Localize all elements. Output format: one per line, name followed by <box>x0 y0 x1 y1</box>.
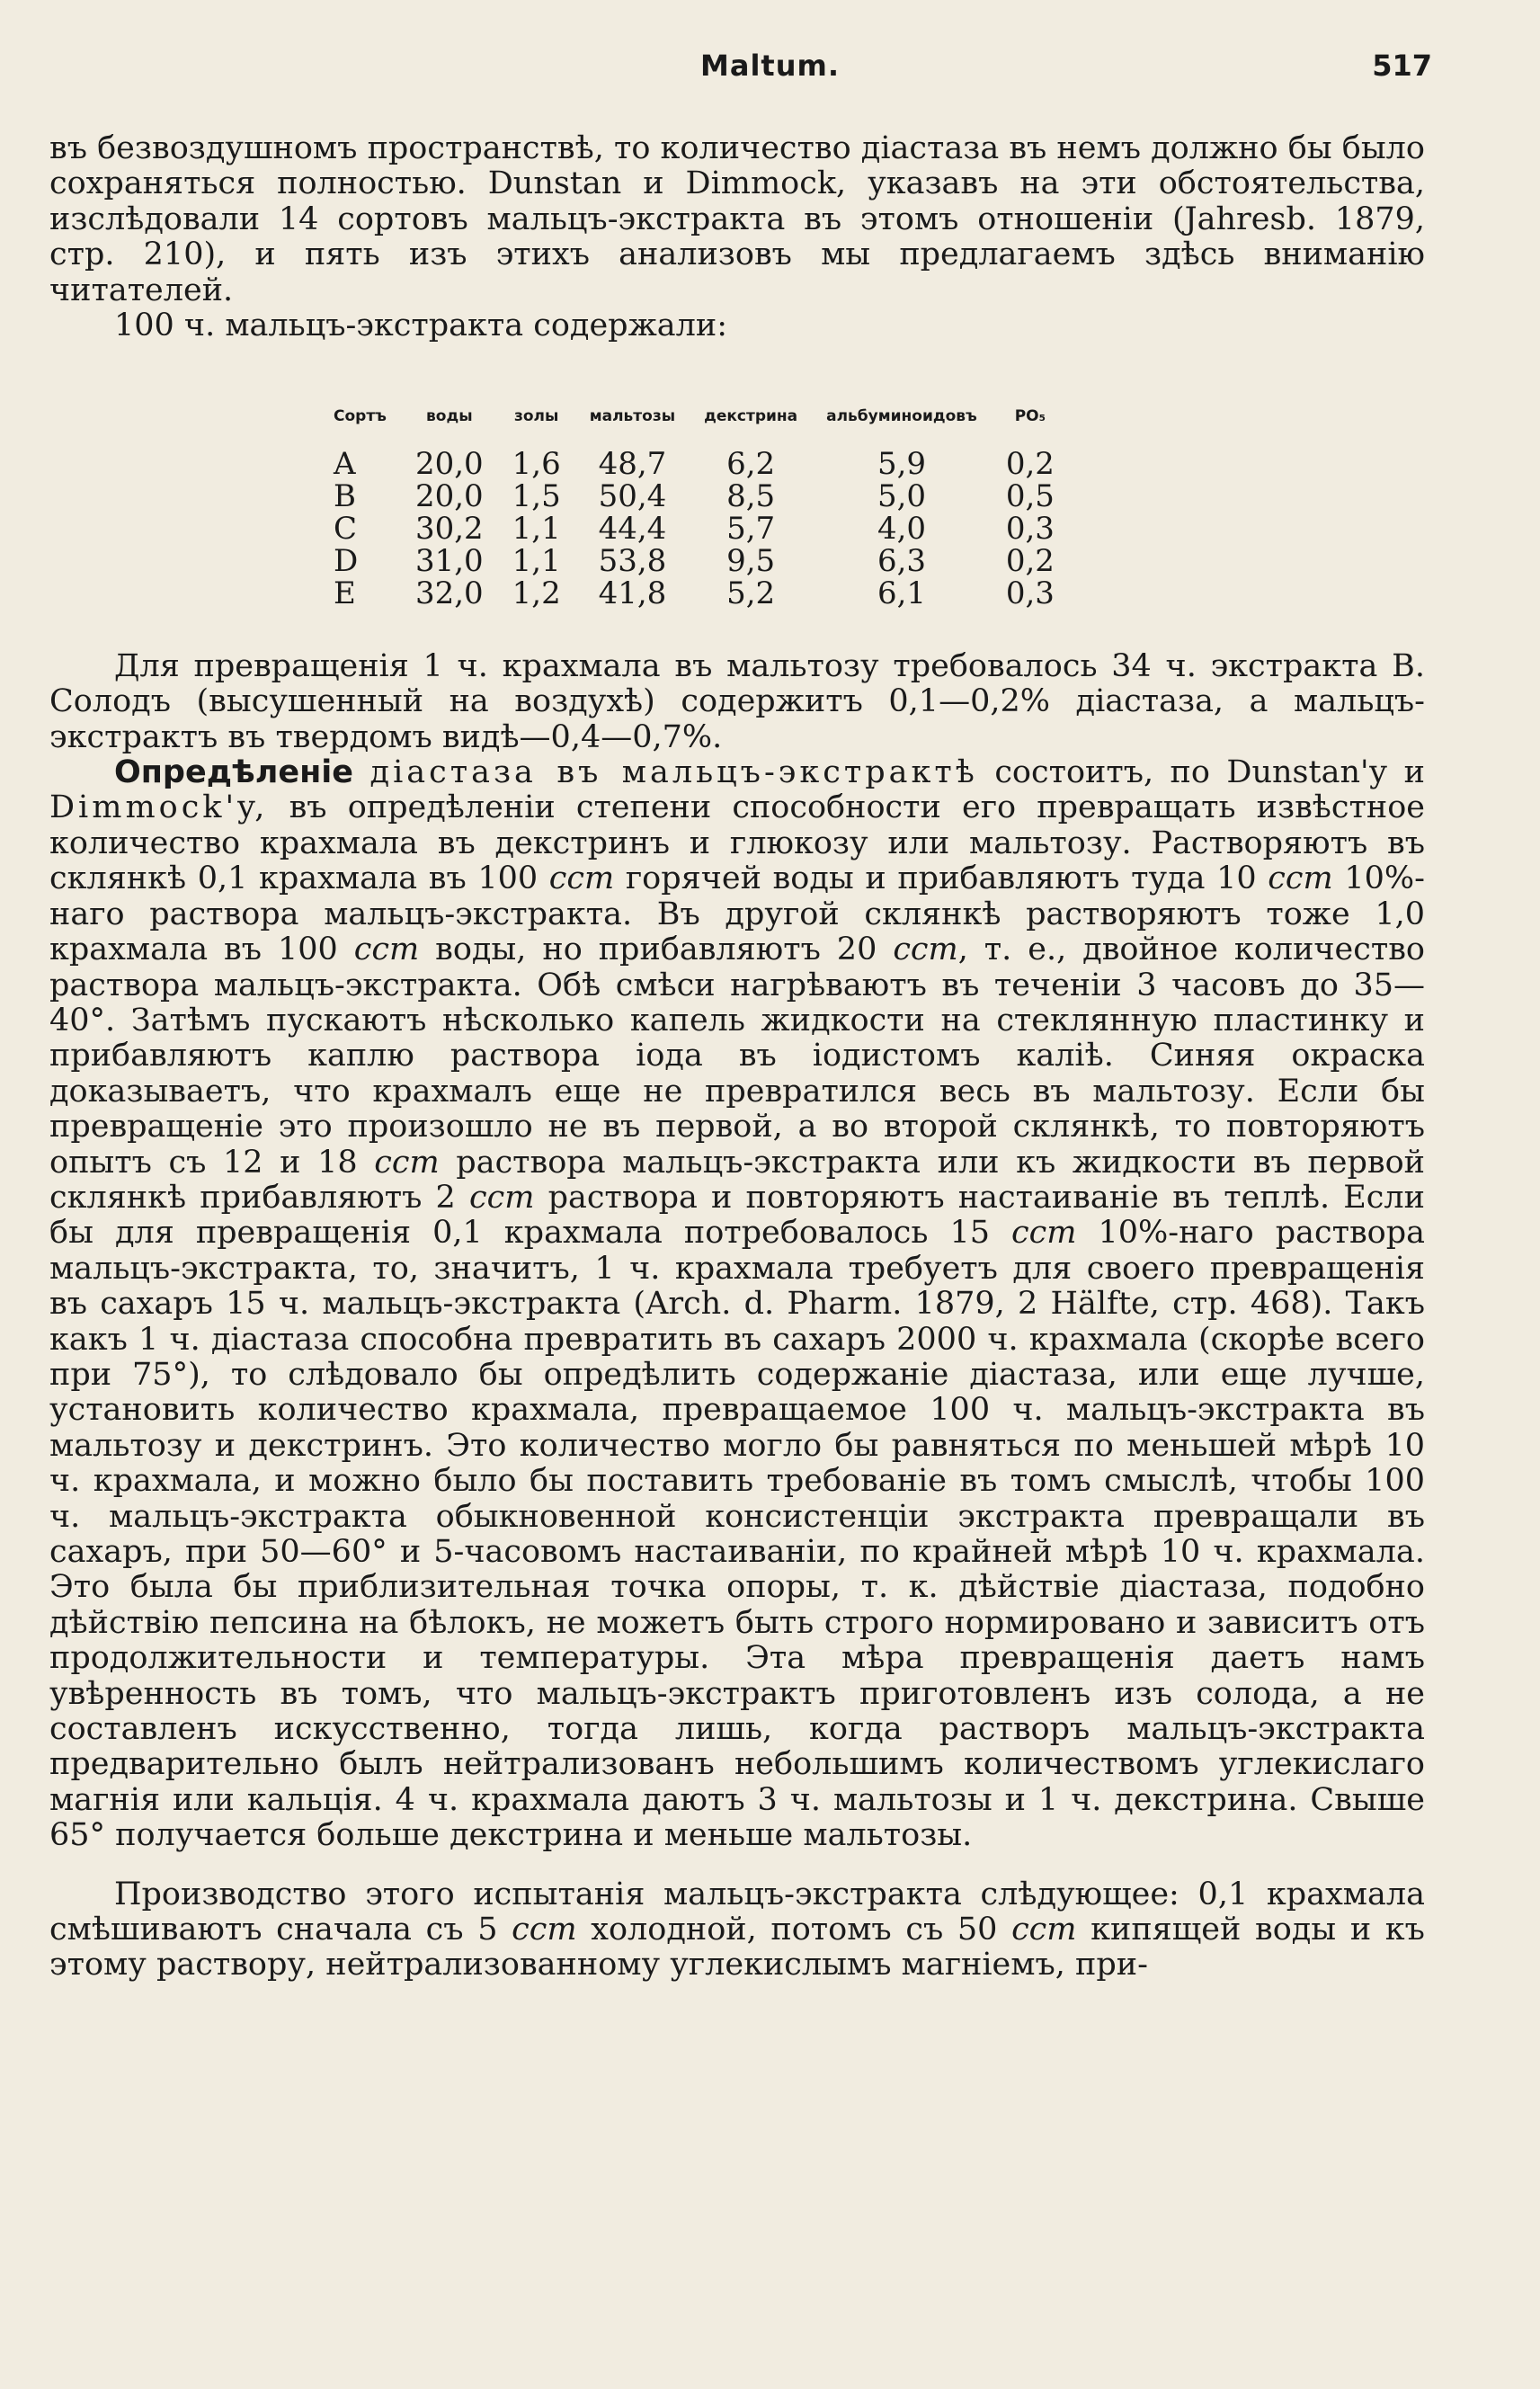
running-title: Maltum. <box>700 49 840 83</box>
value-cell: 1,5 <box>512 477 561 514</box>
value-cell: 32,0 <box>414 575 484 611</box>
value-cell: 41,8 <box>598 575 667 611</box>
paragraph-2-c: горячей воды и прибавляютъ туда 10 <box>625 860 1257 897</box>
table-row <box>319 513 1069 545</box>
table-row <box>319 577 1069 610</box>
unit-ccm: ccm <box>468 1179 535 1216</box>
paragraph-2 <box>49 755 1425 1854</box>
table-header-row <box>319 399 1069 447</box>
value-cell: 50,4 <box>598 477 667 514</box>
value-cell: 31,0 <box>414 542 484 579</box>
value-cell: 0,3 <box>1005 575 1055 611</box>
table-row <box>319 480 1069 513</box>
paragraph-3 <box>49 1877 1425 1983</box>
col-header: альбуминоидовъ <box>826 407 977 426</box>
value-cell: 4,0 <box>877 510 927 547</box>
sort-cell: B <box>334 477 356 514</box>
value-cell: 6,1 <box>877 575 927 611</box>
value-cell: 53,8 <box>598 542 667 579</box>
paragraph-2-a: состоитъ, по Dunstan'у и <box>994 754 1425 791</box>
value-cell: 5,7 <box>726 510 776 547</box>
paragraph-2-e: воды, но прибавляютъ 20 <box>435 932 877 968</box>
sort-cell: E <box>334 575 356 611</box>
value-cell: 1,6 <box>512 445 561 482</box>
unit-ccm: ccm <box>353 932 420 968</box>
value-cell: 0,5 <box>1005 477 1055 514</box>
sort-cell: A <box>334 445 356 482</box>
value-cell: 1,2 <box>512 575 561 611</box>
paragraph-2-lead: Опредѣленіе <box>114 754 354 791</box>
paragraph-2-g: раствора мальцъ-экстракта или къ жидкости въ первой склянкѣ прибавляютъ 2 <box>49 1144 1425 1216</box>
running-header <box>0 49 1540 85</box>
col-header: воды <box>426 407 473 426</box>
value-cell: 0,2 <box>1005 445 1055 482</box>
value-cell: 5,2 <box>726 575 776 611</box>
value-cell: 20,0 <box>414 445 484 482</box>
unit-ccm: ccm <box>1011 1215 1077 1252</box>
paragraph-3-c: кипящей воды и къ этому раствору, нейтрализованному углекислымъ магніемъ, при- <box>49 1912 1425 1983</box>
value-cell: 6,3 <box>877 542 927 579</box>
paragraph-2-f: , т. е., двойное количество раствора мальцъ-экстракта. Обѣ смѣси нагрѣваютъ въ теченіи 3 часовъ до 35—40°. Затѣмъ пускаютъ нѣсколько капель жидкости на стеклянную пластинку и прибавляютъ каплю раствора іода въ іодистомъ калiѣ. Синяя окраска доказываетъ, что крахмалъ еще не превратился весь въ мальтозу. Если бы превращеніе это произошло не въ первой, а во второй склянкѣ, то повторяютъ опытъ съ 12 и 18 <box>49 932 1425 1181</box>
value-cell: 20,0 <box>414 477 484 514</box>
table-caption: 100 ч. мальцъ-экстракта содержали: <box>114 308 728 344</box>
unit-ccm: ccm <box>1268 860 1333 897</box>
unit-ccm: ccm <box>893 932 958 968</box>
unit-ccm: ccm <box>548 860 615 897</box>
value-cell: 8,5 <box>726 477 776 514</box>
value-cell: 6,2 <box>726 445 776 482</box>
paragraph-2-d: 10%-наго раствора мальцъ-экстракта. Въ другой склянкѣ растворяютъ тоже 1,0 крахмала въ 100 <box>49 860 1425 968</box>
col-header: декстрина <box>704 407 798 426</box>
value-cell: 5,9 <box>877 445 927 482</box>
value-cell: 1,1 <box>512 542 561 579</box>
col-header: мальтозы <box>589 407 676 426</box>
value-cell: 0,3 <box>1005 510 1055 547</box>
table-row <box>319 448 1069 480</box>
paragraph-2-name: Dimmock'y, <box>49 789 269 826</box>
col-header: Сортъ <box>334 407 387 426</box>
unit-ccm: ccm <box>512 1912 577 1948</box>
value-cell: 48,7 <box>598 445 667 482</box>
value-cell: 9,5 <box>726 542 776 579</box>
value-cell: 5,0 <box>877 477 927 514</box>
value-cell: 30,2 <box>414 510 484 547</box>
composition-table <box>319 399 1069 609</box>
paragraph-2-h: раствора и повторяютъ настаиваніе въ теплѣ. Если бы для превращенія 0,1 крахмала потребовалось 15 <box>49 1179 1425 1252</box>
col-header: PO₅ <box>1014 407 1046 426</box>
paragraph-2-b: въ опредѣленіи степени способности его превращать извѣстное количество крахмала въ декстринъ и глюкозу или мальтозу. Растворяютъ въ склянкѣ 0,1 крахмала въ 100 <box>49 789 1425 897</box>
unit-ccm: ccm <box>1011 1912 1077 1948</box>
paragraph-3-b: холодной, потомъ съ 50 <box>591 1912 998 1948</box>
value-cell: 0,2 <box>1005 542 1055 579</box>
intro-paragraph: въ безвоздушномъ пространствѣ, то количество діастаза въ немъ должно бы было сохраняться полностью. Dunstan и Dimmock, указавъ на эти обстоятельства, изслѣдовали 14 сортовъ мальцъ-экстракта въ этомъ отношеніи (Jahresb. 1879, стр. 210), и пять изъ этихъ анализовъ мы предлагаемъ здѣсь вниманію читателей. <box>49 130 1425 308</box>
paragraph-2-i: 10%-наго раствора мальцъ-экстракта, то, значитъ, 1 ч. крахмала требуетъ для своего превращенія въ сахаръ 15 ч. мальцъ-экстракта (Arch. d. Pharm. 1879, 2 Hälfte, стр. 468). Такъ какъ 1 ч. діастаза способна превратить въ сахаръ 2000 ч. крахмала (скорѣе всего при 75°), то слѣдовало бы опредѣлить содержаніе діастаза, или еще лучше, установить количество крахмала, превращаемое 100 ч. мальцъ-экстракта въ мальтозу и декстринъ. Это количество могло бы равняться по меньшей мѣрѣ 10 ч. крахмала, и можно было бы поставить требованіе въ томъ смыслѣ, чтобы 100 ч. мальцъ-экстракта обыкновенной консистенціи экстракта превращали въ сахаръ, при 50—60° и 5-часовомъ настаиваніи, по крайней мѣрѣ 10 ч. крахмала. Это была бы приблизительная точка опоры, т. к. дѣйствіе діастаза, подобно дѣйствію пепсина на бѣлокъ, не можетъ быть строго нормировано и зависитъ отъ продолжительности и температуры. Эта мѣра превращенія даетъ намъ увѣренность въ томъ, что мальцъ-экстрактъ приготовленъ изъ солода, а не составленъ искусственно, тогда лишь, когда растворъ мальцъ-экстракта предварительно былъ нейтрализованъ небольшимъ количествомъ углекислаго магнія или кальція. 4 ч. крахмала даютъ 3 ч. мальтозы и 1 ч. декстрина. Свыше 65° получается больше декстрина и меньше мальтозы. <box>49 1215 1425 1854</box>
table-row <box>319 545 1069 577</box>
unit-ccm: ccm <box>374 1144 440 1181</box>
value-cell: 1,1 <box>512 510 561 547</box>
paragraph-1: Для превращенія 1 ч. крахмала въ мальтозу требовалось 34 ч. экстракта B. Солодъ (высушенный на воздухѣ) содержитъ 0,1—0,2% діастаза, а мальцъ-экстрактъ въ твердомъ видѣ—0,4—0,7%. <box>49 647 1425 755</box>
value-cell: 44,4 <box>598 510 667 547</box>
col-header: золы <box>514 407 559 426</box>
body-text <box>49 131 1425 1983</box>
sort-cell: C <box>334 510 358 547</box>
sort-cell: D <box>334 542 359 579</box>
paragraph-2-spaced: діастаза въ мальцъ-экстрактѣ <box>369 754 978 791</box>
page-number: 517 <box>1372 49 1432 83</box>
paragraph-3-a: Производство этого испытанія мальцъ-экстракта слѣдующее: 0,1 крахмала смѣшиваютъ сначала съ 5 <box>49 1876 1425 1948</box>
